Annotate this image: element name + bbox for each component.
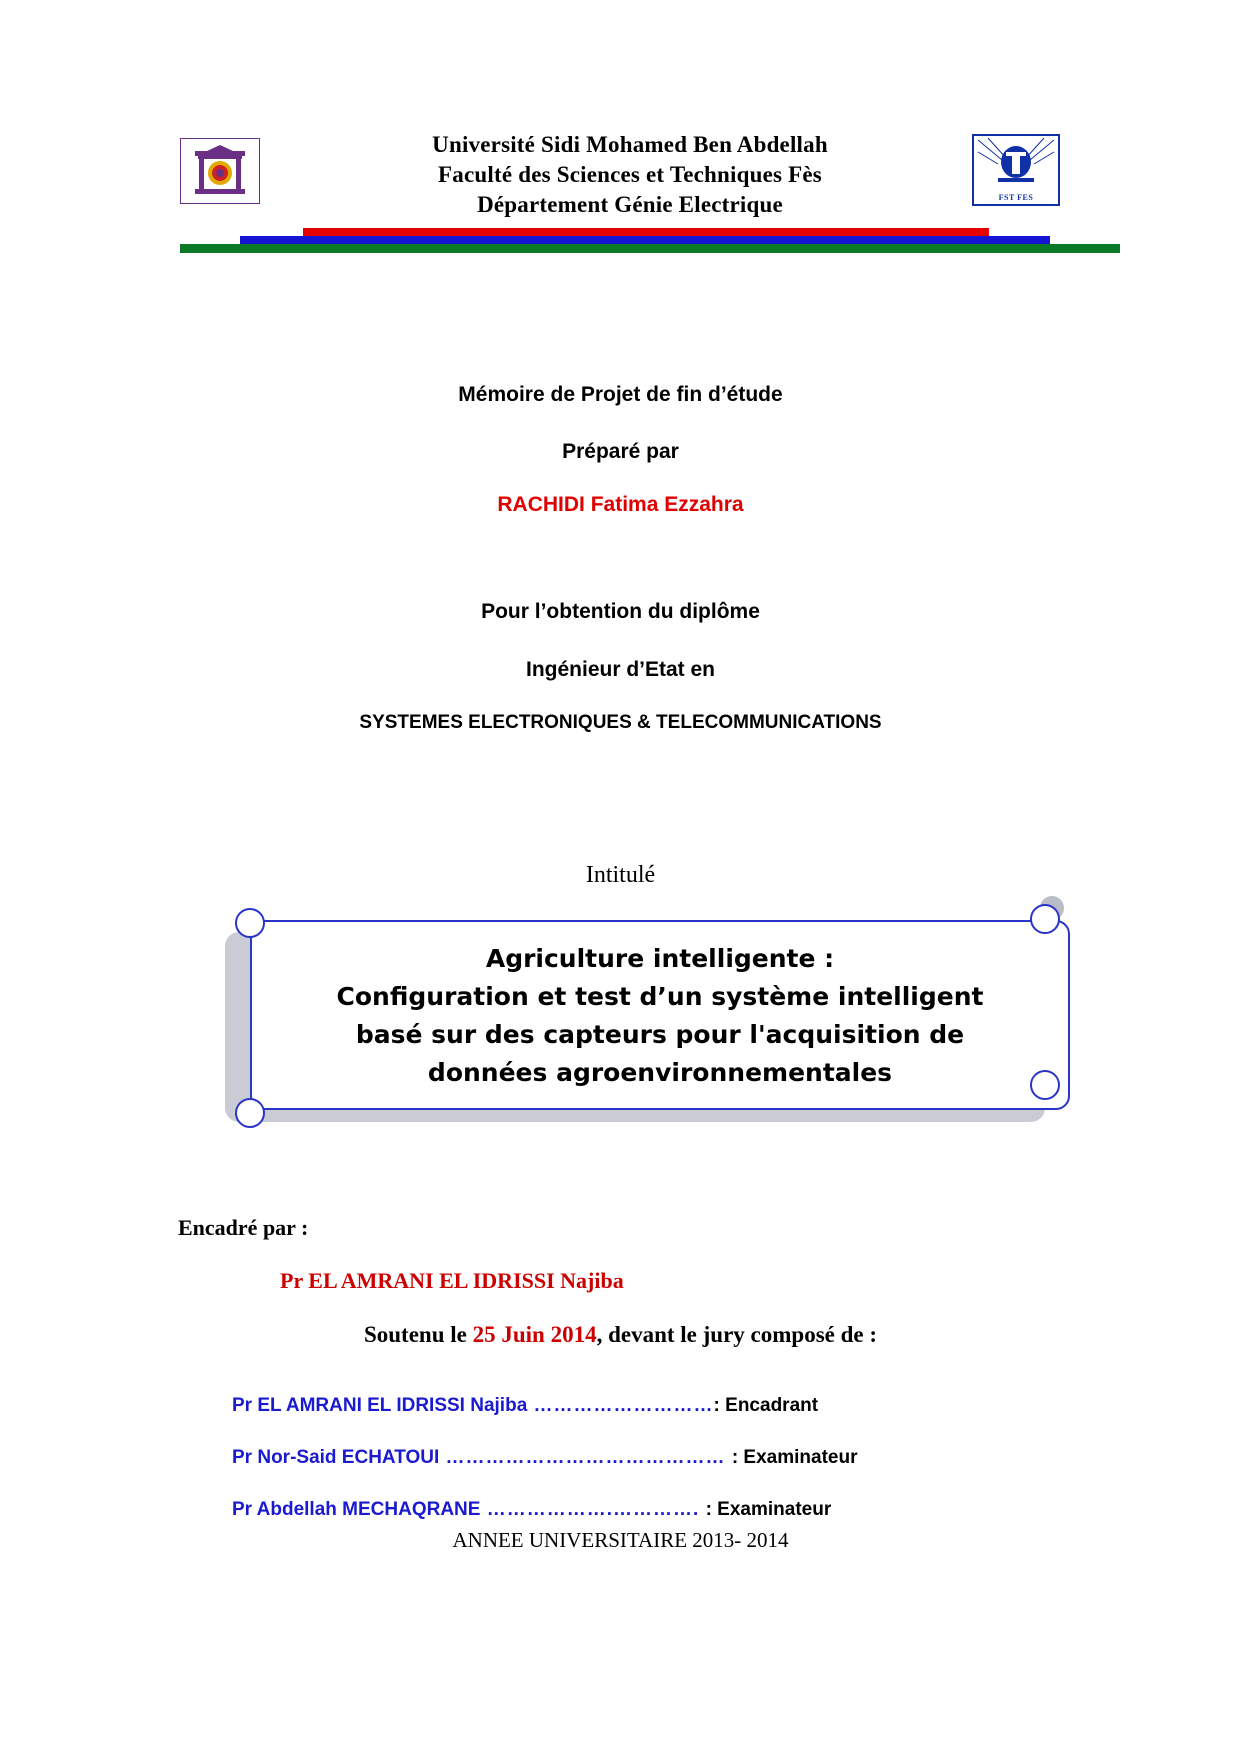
jury-member-name: Pr EL AMRANI EL IDRISSI Najiba bbox=[232, 1395, 528, 1416]
diploma-specialty bbox=[0, 708, 1241, 738]
defense-prefix: Soutenu bbox=[363, 1322, 451, 1347]
thesis-title-line-1: Agriculture intelligente : bbox=[485, 944, 835, 973]
jury-row bbox=[232, 1380, 1052, 1432]
jury-dots: ……………………… bbox=[527, 1395, 714, 1416]
title-banner bbox=[225, 920, 1075, 1140]
banner-curl-bottom-left bbox=[235, 1098, 265, 1128]
supervised-by-label: Encadré par : bbox=[178, 1215, 309, 1240]
defense-line bbox=[0, 1322, 1241, 1348]
jury-row bbox=[232, 1432, 1052, 1484]
seal-artwork bbox=[193, 145, 247, 197]
defense-suffix: , devant le jury composé de : bbox=[596, 1322, 878, 1347]
jury-member-name: Pr Nor-Said ECHATOUI bbox=[232, 1447, 440, 1468]
thesis-title-line-2: Configuration et test d’un système intelligent bbox=[336, 982, 984, 1011]
jury-list bbox=[232, 1380, 1052, 1536]
prepared-by-label: Préparé par bbox=[562, 440, 679, 463]
jury-dots: ……………….…………. bbox=[480, 1499, 706, 1520]
thesis-title-line-3: basé sur des capteurs pour l'acquisition de bbox=[355, 1020, 965, 1049]
thesis-title bbox=[275, 940, 1045, 1092]
university-seal-icon bbox=[180, 138, 260, 204]
intro-block bbox=[0, 380, 1241, 410]
diploma-degree bbox=[0, 655, 1241, 685]
institution-titles bbox=[370, 130, 890, 220]
fst-fes-logo-icon bbox=[972, 134, 1060, 206]
diploma-purpose bbox=[0, 597, 1241, 627]
rule-green bbox=[180, 244, 1120, 253]
defense-date: 25 Juin 2014 bbox=[472, 1322, 597, 1347]
supervisor-name: Pr EL AMRANI EL IDRISSI Najiba bbox=[280, 1268, 624, 1293]
thesis-title-line-4: données agroenvironnementales bbox=[427, 1058, 893, 1087]
intitule-label: Intitulé bbox=[585, 862, 656, 888]
diploma-line-1: Pour l’obtention du diplôme bbox=[481, 600, 760, 623]
defense-le: le bbox=[450, 1322, 473, 1347]
fst-logo-label: FST FES bbox=[998, 193, 1034, 202]
university-name: Université Sidi Mohamed Ben Abdellah bbox=[432, 132, 828, 157]
diploma-line-3: SYSTEMES ELECTRONIQUES & TELECOMMUNICATIONS bbox=[359, 712, 882, 733]
author-name: RACHIDI Fatima Ezzahra bbox=[497, 493, 744, 516]
document-header bbox=[180, 130, 1060, 225]
memoir-line: Mémoire de Projet de fin d’étude bbox=[458, 383, 783, 406]
jury-member-role: : Examinateur bbox=[705, 1499, 832, 1520]
academic-year: ANNEE UNIVERSITAIRE 2013- 2014 bbox=[452, 1528, 789, 1552]
diploma-line-2: Ingénieur d’Etat en bbox=[525, 658, 716, 681]
jury-member-role: : Examinateur bbox=[731, 1447, 858, 1468]
jury-member-role: : Encadrant bbox=[713, 1395, 819, 1416]
jury-dots: …………………………………… bbox=[439, 1447, 732, 1468]
faculty-name: Faculté des Sciences et Techniques Fès bbox=[438, 162, 822, 187]
banner-curl-top-left bbox=[235, 908, 265, 938]
jury-member-name: Pr Abdellah MECHAQRANE bbox=[232, 1499, 481, 1520]
prepared-by-block bbox=[0, 437, 1241, 467]
author-block bbox=[0, 490, 1241, 520]
department-name: Département Génie Electrique bbox=[477, 192, 783, 217]
banner-curl-top-right bbox=[1030, 904, 1060, 934]
